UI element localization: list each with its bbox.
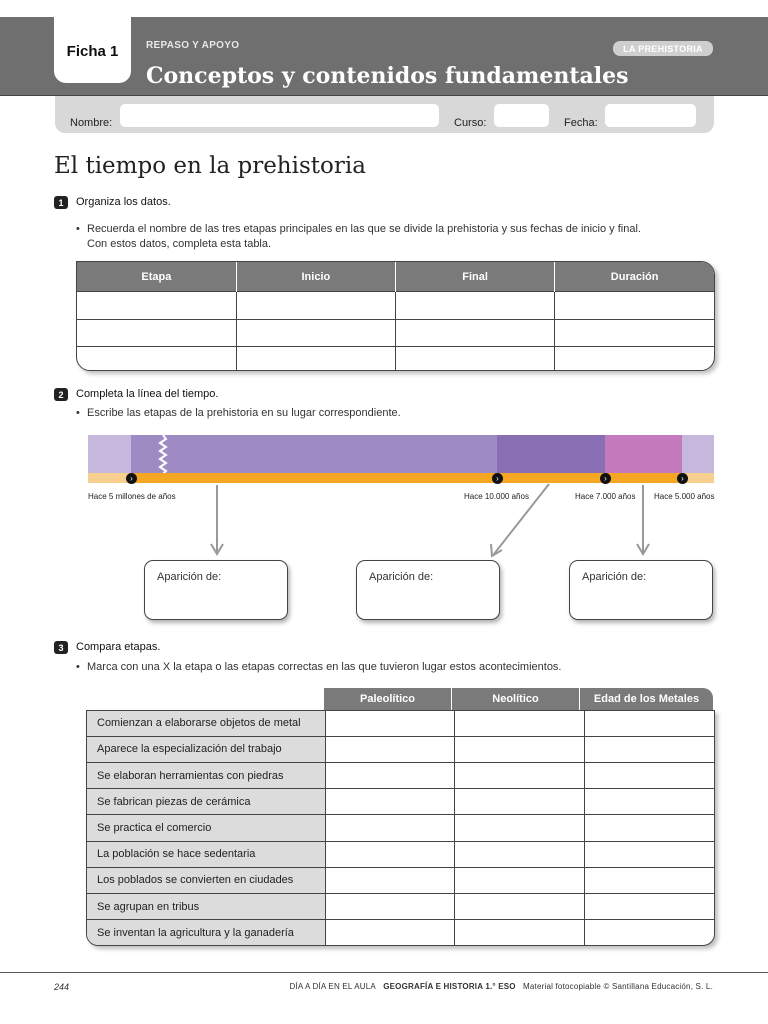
exercise-2-number: 2 [54,388,68,401]
appearance-label: Aparición de: [582,571,647,583]
event-label: Se agrupan en tribus [87,893,325,919]
checkmark-cell[interactable] [455,711,585,736]
page-number: 244 [54,982,70,992]
appearance-box[interactable] [356,560,500,620]
checkmark-cell[interactable] [455,815,585,841]
checkmark-cell[interactable] [455,841,585,867]
exercise-2-bullet: • [76,407,80,419]
event-label: La población se hace sedentaria [87,841,325,867]
name-field[interactable] [120,104,439,127]
checkmark-cell[interactable] [584,763,714,789]
exercise-3-instruction: Marca con una X la etapa o las etapas correctas en las que tuvieron lugar estos acontecimientos. [87,661,562,673]
table-row [87,893,714,919]
page-title: El tiempo en la prehistoria [54,153,366,179]
checkmark-cell[interactable] [584,711,714,736]
timeline-band-end [682,435,714,473]
checkmark-cell[interactable] [325,711,455,736]
exercise-1-instruction-2: Con estos datos, completa esta tabla. [87,238,272,250]
table-row [87,763,714,789]
stages-table [76,261,715,371]
column-header-metal-age: Edad de los Metales [580,688,713,710]
checkmark-cell[interactable] [325,920,455,945]
table-row [77,292,714,320]
checkmark-cell[interactable] [455,893,585,919]
course-field[interactable] [494,104,549,127]
exercise-2-title: Completa la línea del tiempo. [76,388,219,400]
exercise-1-bullet: • [76,223,80,235]
answer-cell[interactable] [77,319,236,347]
footer-series: DÍA A DÍA EN EL AULA [289,982,376,991]
column-header-end: Final [396,262,555,292]
column-header-stage: Etapa [77,262,236,292]
timeline-marker-icon: › [600,473,611,484]
checkmark-cell[interactable] [584,841,714,867]
checkmark-cell[interactable] [584,736,714,762]
events-table [86,710,715,946]
exercise-1-title: Organiza los datos. [76,196,171,208]
answer-cell[interactable] [555,292,714,320]
answer-cell[interactable] [396,292,555,320]
footer-copyright: Material fotocopiable © Santillana Educación, S. L. [523,982,713,991]
table-row [87,711,714,736]
answer-cell[interactable] [77,347,236,370]
event-label: Los poblados se convierten en ciudades [87,867,325,893]
exercise-2-instruction: Escribe las etapas de la prehistoria en su lugar correspondiente. [87,407,401,419]
column-header-duration: Duración [555,262,714,292]
timeline-label: Hace 5.000 años [654,492,715,501]
exercise-1-number: 1 [54,196,68,209]
appearance-box[interactable] [144,560,288,620]
checkmark-cell[interactable] [325,815,455,841]
appearance-label: Aparición de: [157,571,222,583]
date-field[interactable] [605,104,696,127]
checkmark-cell[interactable] [584,867,714,893]
name-label: Nombre: [70,117,113,129]
exercise-3-title: Compara etapas. [76,641,161,653]
checkmark-cell[interactable] [584,920,714,945]
worksheet-tab: Ficha 1 [54,17,131,83]
checkmark-cell[interactable] [455,789,585,815]
exercise-3-bullet: • [76,661,80,673]
table-row [87,789,714,815]
timeline-label: Hace 7.000 años [575,492,636,501]
footer-credits [0,982,713,991]
checkmark-cell[interactable] [455,763,585,789]
table-row [87,736,714,762]
timeline-marker-icon: › [492,473,503,484]
column-header-start: Inicio [236,262,395,292]
event-label: Se fabrican piezas de cerámica [87,789,325,815]
checkmark-cell[interactable] [325,841,455,867]
exercise-1-instruction-1: Recuerda el nombre de las tres etapas principales en las que se divide la prehistoria y sus fechas de inicio y final. [87,223,641,235]
table-row [87,815,714,841]
event-label: Se elaboran herramientas con piedras [87,763,325,789]
timeline-marker-icon: › [677,473,688,484]
table-row [77,319,714,347]
timeline-label: Hace 10.000 años [464,492,529,501]
checkmark-cell[interactable] [455,920,585,945]
checkmark-cell[interactable] [325,763,455,789]
date-label: Fecha: [564,117,598,129]
event-label: Se practica el comercio [87,815,325,841]
table-row [77,347,714,370]
answer-cell[interactable] [396,319,555,347]
answer-cell[interactable] [236,319,395,347]
timeline-axis-start [88,473,131,483]
table-row [87,841,714,867]
checkmark-cell[interactable] [584,789,714,815]
checkmark-cell[interactable] [584,815,714,841]
event-label: Se inventan la agricultura y la ganadería [87,920,325,945]
event-label: Aparece la especialización del trabajo [87,736,325,762]
appearance-label: Aparición de: [369,571,434,583]
checkmark-cell[interactable] [325,893,455,919]
header-kicker: REPASO Y APOYO [146,40,240,51]
checkmark-cell[interactable] [455,867,585,893]
answer-cell[interactable] [236,347,395,370]
footer-subject: GEOGRAFÍA E HISTORIA 1.° ESO [383,982,516,991]
timeline-band-neolithic [497,435,605,473]
column-header-paleolithic: Paleolítico [324,688,451,710]
answer-cell[interactable] [555,347,714,370]
exercise-3-number: 3 [54,641,68,654]
answer-cell[interactable] [396,347,555,370]
table-row [87,920,714,945]
footer-divider [0,972,768,973]
timeline-marker-icon: › [126,473,137,484]
answer-cell[interactable] [555,319,714,347]
column-header-neolithic: Neolítico [452,688,579,710]
event-label: Comienzan a elaborarse objetos de metal [87,711,325,736]
checkmark-cell[interactable] [325,736,455,762]
checkmark-cell[interactable] [325,789,455,815]
course-label: Curso: [454,117,487,129]
appearance-box[interactable] [569,560,713,620]
timeline-band-metals [605,435,682,473]
checkmark-cell[interactable] [584,893,714,919]
timeline-band-start [88,435,131,473]
checkmark-cell[interactable] [455,736,585,762]
checkmark-cell[interactable] [325,867,455,893]
table-row [87,867,714,893]
header-title: Conceptos y contenidos fundamentales [146,63,629,89]
answer-cell[interactable] [77,292,236,320]
timeline-label: Hace 5 millones de años [88,492,176,501]
section-badge: LA PREHISTORIA [613,41,713,56]
answer-cell[interactable] [236,292,395,320]
timeline-band-paleolithic [131,435,497,473]
